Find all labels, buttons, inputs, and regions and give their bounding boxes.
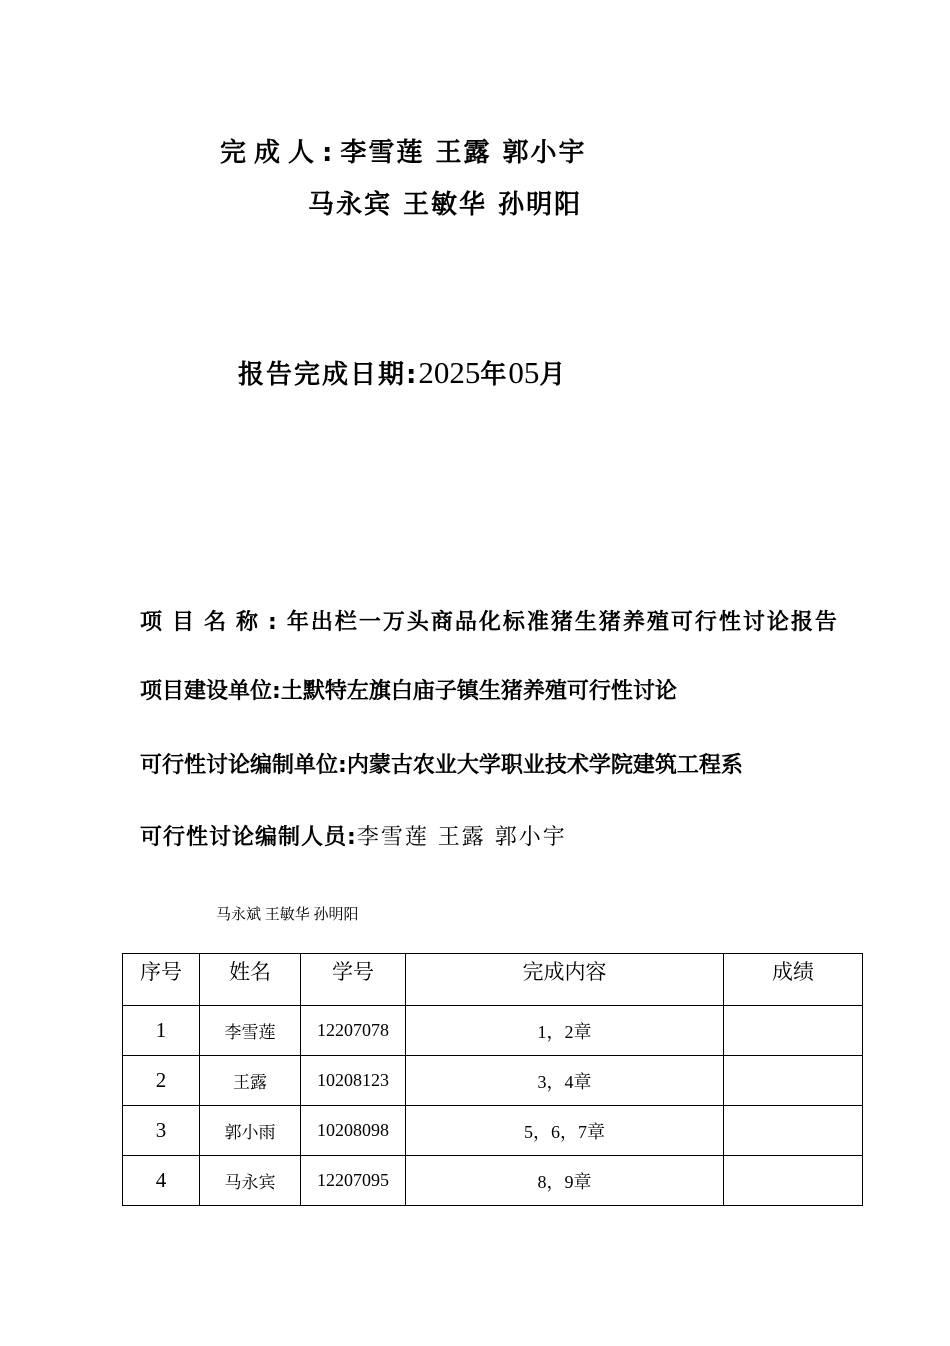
project-name-value: 年出栏一万头商品化标准猪生猪养殖可行性讨论报告 (286, 610, 839, 635)
report-date-year: 2025 (418, 355, 481, 390)
header-name: 姓名 (200, 954, 301, 1006)
report-date-year-unit: 年 (480, 360, 509, 390)
cell-no: 1 (123, 1006, 200, 1056)
cell-no: 2 (123, 1056, 200, 1106)
table-row (123, 1006, 863, 1056)
compile-unit (140, 748, 743, 779)
cell-content: 8，9章 (406, 1156, 724, 1206)
header-content: 完成内容 (406, 954, 724, 1006)
completers-names-1: 李雪莲 王露 郭小宇 (340, 138, 587, 168)
cell-no: 4 (123, 1156, 200, 1206)
compile-staff-label: 可行性讨论编制人员: (140, 825, 357, 850)
cell-score (724, 1156, 863, 1206)
compile-unit-label: 可行性讨论编制单位: (140, 753, 347, 778)
header-score: 成绩 (724, 954, 863, 1006)
cell-content: 5，6，7章 (406, 1106, 724, 1156)
header-id: 学号 (301, 954, 406, 1006)
cell-name: 郭小雨 (200, 1106, 301, 1156)
completers-label: 完成人: (220, 138, 341, 168)
cell-id: 10208098 (301, 1106, 406, 1156)
roster-table (122, 953, 863, 1206)
report-date-month: 05 (508, 355, 540, 390)
completers-names-2: 马永宾 王敏华 孙明阳 (308, 190, 583, 220)
cell-id: 12207078 (301, 1006, 406, 1056)
table-row (123, 1156, 863, 1206)
cell-score (724, 1056, 863, 1106)
cell-no: 3 (123, 1106, 200, 1156)
cell-name: 马永宾 (200, 1156, 301, 1206)
table-row (123, 1106, 863, 1156)
report-date-label: 报告完成日期: (238, 360, 419, 390)
compile-unit-value: 内蒙古农业大学职业技术学院建筑工程系 (346, 753, 743, 778)
build-unit-value: 土默特左旗白庙子镇生猪养殖可行性讨论 (280, 679, 677, 704)
compile-staff-extra: 马永斌 王敏华 孙明阳 (216, 907, 359, 923)
cell-name: 李雪莲 (200, 1006, 301, 1056)
build-unit (140, 674, 677, 705)
completers-line-1 (220, 132, 587, 169)
report-date-month-unit: 月 (539, 360, 568, 390)
cell-id: 10208123 (301, 1056, 406, 1106)
table-header-row (123, 954, 863, 1006)
cell-score (724, 1106, 863, 1156)
cell-content: 3，4章 (406, 1056, 724, 1106)
table-row (123, 1056, 863, 1106)
cell-content: 1，2章 (406, 1006, 724, 1056)
build-unit-label: 项目建设单位: (140, 679, 281, 704)
compile-staff (140, 820, 567, 851)
report-date (238, 354, 567, 391)
project-name-label: 项目名称: (140, 610, 287, 635)
cell-id: 12207095 (301, 1156, 406, 1206)
compile-staff-value: 李雪莲 王露 郭小宇 (356, 825, 567, 850)
cell-score (724, 1006, 863, 1056)
header-no: 序号 (123, 954, 200, 1006)
cell-name: 王露 (200, 1056, 301, 1106)
project-name (140, 604, 840, 642)
